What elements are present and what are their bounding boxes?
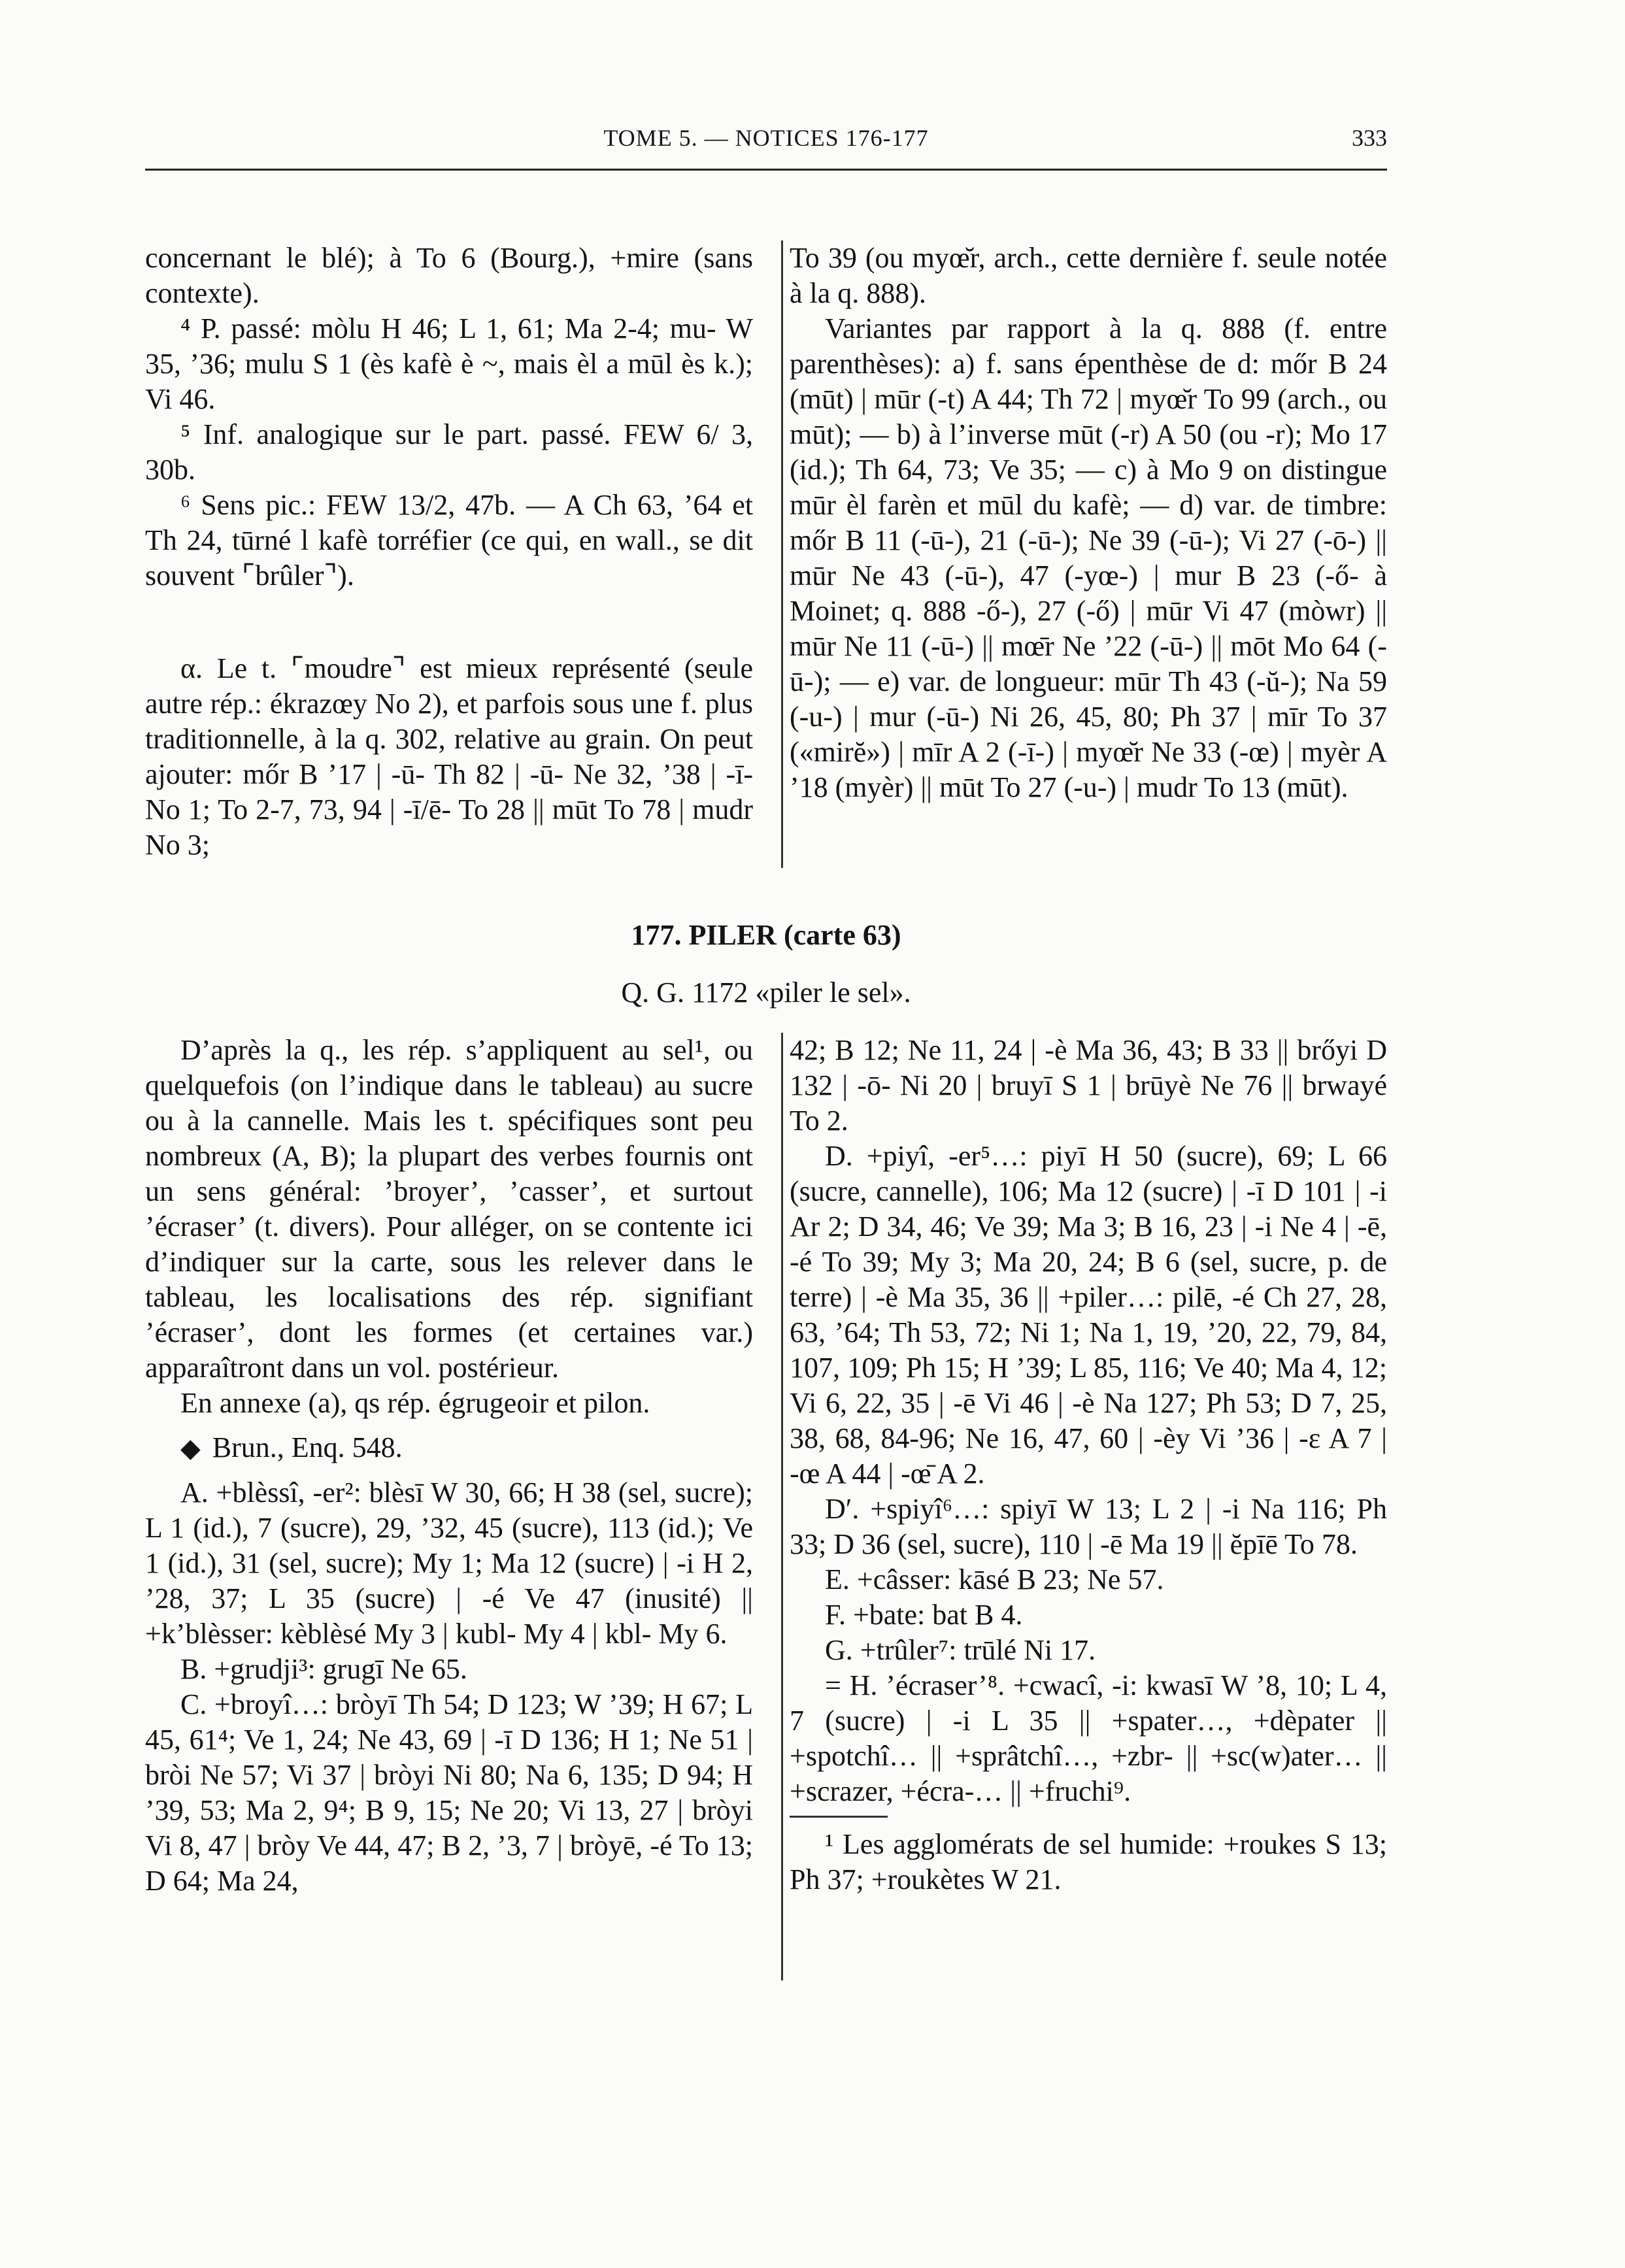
bottom-left-column — [145, 1033, 753, 1899]
column-divider — [781, 1033, 783, 1980]
footnote-rule — [790, 1816, 888, 1818]
reference-line — [145, 1430, 753, 1466]
bottom-right-column — [790, 1033, 1387, 1897]
paragraph: concernant le blé); à To 6 (Bourg.), +mire (sans contexte). — [145, 242, 753, 309]
paragraph: To 39 (ou myœ̆r, arch., cette dernière f. seule notée à la q. 888). — [790, 242, 1387, 309]
footnote-1: ¹ Les agglomérats de sel humide: +roukes S 13; Ph 37; +roukètes W 21. — [790, 1828, 1387, 1895]
footnote-5: ⁵ Inf. analogique sur le part. passé. FEW 6/ 3, 30b. — [145, 418, 753, 486]
section-subtitle: Q. G. 1172 «piler le sel». — [621, 976, 911, 1009]
column-divider — [781, 241, 783, 868]
top-right-column — [790, 241, 1387, 805]
annex-note: En annexe (a), qs rép. égrugeoir et pilon. — [180, 1387, 650, 1419]
header-title: TOME 5. — NOTICES 176-177 — [603, 125, 929, 151]
entry-d-prime: D′. +spiyî⁶…: spiyī W 13; L 2 | -i Na 116; Ph 33; D 36 (sel, sucre), 110 | -ē Ma 19 || ĕpīē To 78. — [790, 1493, 1387, 1560]
footnote-6: ⁶ Sens pic.: FEW 13/2, 47b. — A Ch 63, ’64 et Th 24, tūrné l kafè torréfier (ce qui, en wall., se dit souvent ⌜brûler⌝). — [145, 489, 753, 592]
entry-h: = H. ’écraser’⁸. +cwacî, -i: kwasī W ’8, 10; L 4, 7 (sucre) | -i L 35 || +spater…, +dèpater || +spotchî… || +sprâtchî…, +zbr- || +sc(w)ater… || +scrazer, +écra-… || +fruchi⁹. — [790, 1669, 1387, 1807]
page-number: 333 — [1352, 125, 1387, 151]
variants-paragraph: Variantes par rapport à la q. 888 (f. entre parenthèses): a) f. sans épenthèse de d: mőr B 24 (mūt) | mūr (-t) A 44; Th 72 | myœ̆r To 99 (arch., ou mūt); — b) à l’inverse mūt (-r) A 50 (ou -r); Mo 17 (id.); Th 64, 73; Ve 35; — c) à Mo 9 on distingue mūr èl farèn et mūl du kafè; — d) var. de timbre: mőr B 11 (-ū-), 21 (-ū-); Ne 39 (-ū-); Vi 27 (-ō-) || mūr Ne 43 (-ū-), 47 (-yœ-) | mur B 23 (-ő- à Moinet; q. 888 -ő-), 27 (-ő) | mūr Vi 47 (mòwr) || mūr Ne 11 (-ū-) || mœ̄r Ne ’22 (-ū-) || mōt Mo 64 (-ū-); — e) var. de longueur: mūr Th 43 (-ŭ-); Na 59 (-u-) | mur (-ū-) Ni 26, 45, 80; Ph 37 | mīr To 37 («mirĕ») | mīr A 2 (-ī-) | myœ̆r Ne 33 (-œ) | myèr A ’18 (myèr) || mūt To 27 (-u-) | mudr To 13 (mūt). — [790, 312, 1387, 803]
entry-c-continued: 42; B 12; Ne 11, 24 | -è Ma 36, 43; B 33 || brőyi D 132 | -ō- Ni 20 | bruyī S 1 | brūyè Ne 76 || brwayé To 2. — [790, 1034, 1387, 1137]
entry-f: F. +bate: bat B 4. — [825, 1599, 1023, 1631]
entry-a: A. +blèssî, -er²: blèsī W 30, 66; H 38 (sel, sucre); L 1 (id.), 7 (sucre), 29, ’32, 45 (sucre), 113 (id.); Ve 1 (id.), 31 (sel, sucre); My 1; Ma 12 (sucre) | -i H 2, ’28, 37; L 35 (sucre) | -é Ve 47 (inusité) || +k’blèsser: kèblèsé My 3 | kubl- My 4 | kbl- My 6. — [145, 1476, 753, 1650]
entry-d: D. +piyî, -er⁵…: piyī H 50 (sucre), 69; L 66 (sucre, cannelle), 106; Ma 12 (sucre) | -ī D 101 | -i Ar 2; D 34, 46; Ve 39; Ma 3; B 16, 23 | -i Ne 4 | -ē, -é To 39; My 3; Ma 20, 24; B 6 (sel, sucre, p. de terre) | -è Ma 35, 36 || +piler…: pilē, -é Ch 27, 28, 63, ’64; Th 53, 72; Ni 1; Na 1, 19, ’20, 22, 79, 84, 107, 109; Ph 15; H ’39; L 85, 116; Ve 40; Ma 4, 12; Vi 6, 22, 35 | -ē Vi 46 | -è Na 127; Ph 53; D 7, 25, 38, 68, 84-96; Ne 16, 47, 60 | -èy Vi ’36 | -ɛ A 7 | -œ A 44 | -œ̄ A 2. — [790, 1140, 1387, 1490]
top-left-column — [145, 241, 753, 863]
header-rule — [145, 169, 1387, 171]
intro-paragraph: D’après la q., les rép. s’appliquent au sel¹, ou quelquefois (on l’indique dans le tableau) au sucre ou à la cannelle. Mais les t. spécifiques sont peu nombreux (A, B); la plupart des verbes fournis ont un sens général: ’broyer’, ’casser’, et surtout ’écraser’ (t. divers). Pour alléger, on se contente ici d’indiquer sur la carte, sous les relever dans le tableau, les localisations des rép. signifiant ’écraser’, dont les formes (et certaines var.) apparaîtront dans un vol. postérieur. — [145, 1034, 753, 1384]
reference-text: Brun., Enq. 548. — [212, 1431, 403, 1463]
entry-e: E. +câsser: kāsé B 23; Ne 57. — [825, 1563, 1164, 1595]
footnote-4: ⁴ P. passé: mòlu H 46; L 1, 61; Ma 2-4; mu- W 35, ’36; mulu S 1 (ès kafè è ~, mais èl a mūl ès k.); Vi 46. — [145, 312, 753, 415]
diamond-icon: ◆ — [180, 1433, 201, 1463]
entry-b: B. +grudji³: grugī Ne 65. — [180, 1653, 467, 1685]
running-header — [145, 124, 1387, 170]
annex-alpha-paragraph: α. Le t. ⌜moudre⌝ est mieux représenté (seule autre rép.: ékrazœy No 2), et parfois sous une f. plus traditionnelle, à la q. 302, relative au grain. On peut ajouter: mőr B ’17 | -ū- Th 82 | -ū- Ne 32, ’38 | -ī- No 1; To 2-7, 73, 94 | -ī/ē- To 28 || mūt To 78 | mudr No 3; — [145, 652, 753, 861]
section-title: 177. PILER (carte 63) — [631, 919, 901, 951]
entry-c: C. +broyî…: bròyī Th 54; D 123; W ’39; H 67; L 45, 61⁴; Ve 1, 24; Ne 43, 69 | -ī D 136; H 1; Ne 51 | bròi Ne 57; Vi 37 | bròyi Ni 80; Na 6, 135; D 94; H ’39, 53; Ma 2, 9⁴; B 9, 15; Ne 20; Vi 13, 27 | bròyi Vi 8, 47 | bròy Ve 44, 47; B 2, ’3, 7 | bròyē, -é To 13; D 64; Ma 24, — [145, 1688, 753, 1897]
entry-g: G. +trûler⁷: trūlé Ni 17. — [825, 1634, 1096, 1666]
